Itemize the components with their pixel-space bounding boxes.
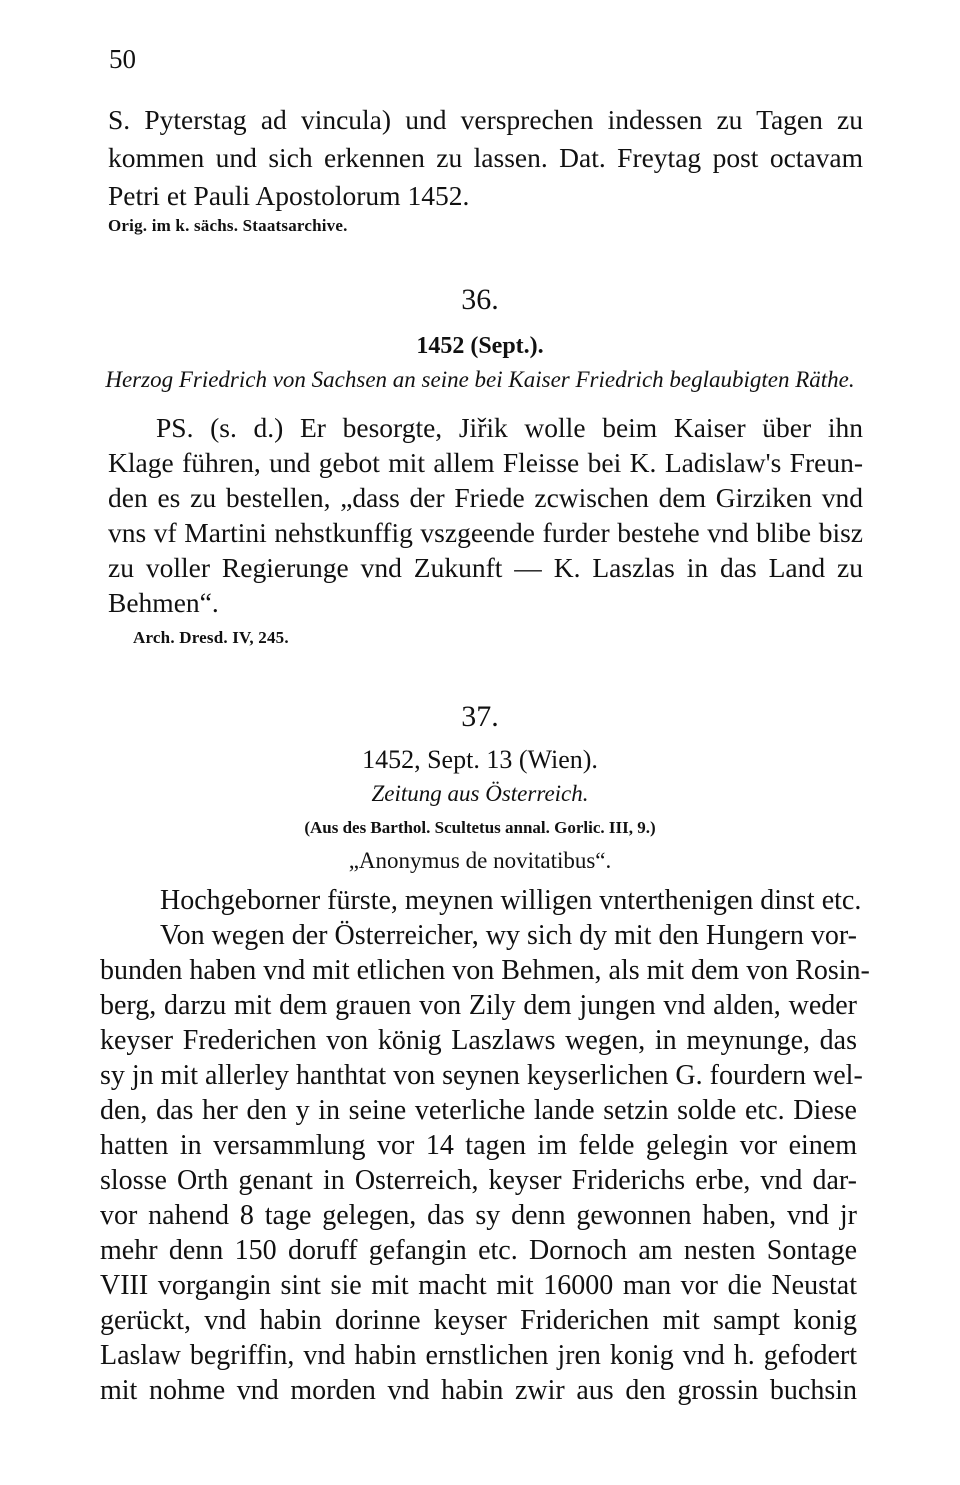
text-line: den, das her den y in seine veterliche lande setzin solde etc. Diese	[100, 1095, 857, 1126]
text-line: hatten in versammlung vor 14 tagen im felde gelegin vor einem	[100, 1130, 857, 1161]
entry-subtitle: „Anonymus de novitatibus“.	[348, 848, 612, 873]
text-line: Von wegen der Österreicher, wy sich dy mit den Hungern vor-	[160, 920, 857, 951]
source-note: Orig. im k. sächs. Staatsarchive.	[108, 216, 348, 235]
entry-title: Herzog Friedrich von Sachsen an seine bei Kaiser Friedrich beglaubigten Räthe.	[105, 367, 855, 392]
page-number: 50	[109, 44, 136, 74]
text-line: slosse Orth genant in Osterreich, keyser Friderichs erbe, vnd dar-	[100, 1165, 857, 1196]
text-line: zu voller Regierunge vnd Zukunft — K. Laszlas in das Land zu	[108, 552, 863, 583]
text-line: vor nahend 8 tage gelegen, das sy denn gewonnen haben, vnd jr	[100, 1200, 857, 1231]
entry-title: Zeitung aus Österreich.	[371, 781, 589, 806]
source-reference: (Aus des Barthol. Scultetus annal. Gorlic. III, 9.)	[304, 818, 656, 837]
entry-date: 1452, Sept. 13 (Wien).	[362, 745, 598, 774]
text-line: mit nohme vnd morden vnd habin zwir aus den grossin buchsin	[100, 1375, 857, 1406]
text-line: VIII vorgangin sint sie mit macht mit 16000 man vor die Neustat	[100, 1270, 857, 1301]
text-line: Behmen“.	[108, 587, 219, 618]
source-note: Arch. Dresd. IV, 245.	[133, 628, 289, 647]
text-line: vns vf Martini nehstkunffig vszgeende furder bestehe vnd blibe bisz	[108, 517, 863, 548]
text-line: sy jn mit allerley hanthtat von seynen keyserlichen G. fourdern wel-	[100, 1060, 863, 1091]
text-line: bunden haben vnd mit etlichen von Behmen, als mit dem von Rosin-	[100, 955, 870, 986]
text-line: PS. (s. d.) Er besorgte, Jiřik wolle beim Kaiser über ihn	[156, 412, 863, 443]
text-line: S. Pyterstag ad vincula) und versprechen indessen zu Tagen zu	[108, 104, 863, 135]
text-line: Laslaw begriffin, vnd habin ernstlichen jren konig vnd h. gefodert	[100, 1340, 857, 1371]
text-line: keyser Frederichen von könig Laszlaws wegen, in meynunge, das	[100, 1025, 857, 1056]
text-line: Klage führen, und gebot mit allem Fleisse bei K. Ladislaw's Freun-	[108, 447, 863, 478]
text-line: gerückt, vnd habin dorinne keyser Friderichen mit sampt konig	[100, 1305, 857, 1336]
text-line: kommen und sich erkennen zu lassen. Dat. Freytag post octavam	[108, 142, 863, 173]
entry-number: 37.	[461, 700, 499, 733]
text-line: berg, darzu mit dem grauen von Zily dem jungen vnd alden, weder	[100, 990, 857, 1021]
text-line: Petri et Pauli Apostolorum 1452.	[108, 180, 470, 211]
entry-number: 36.	[461, 283, 499, 316]
text-line: mehr denn 150 doruff gefangin etc. Dornoch am nesten Sontage	[100, 1235, 857, 1266]
text-line: den es zu bestellen, „dass der Friede zcwischen dem Girziken vnd	[108, 482, 863, 513]
text-line: Hochgeborner fürste, meynen willigen vnterthenigen dinst etc.	[160, 885, 862, 916]
entry-date: 1452 (Sept.).	[416, 333, 544, 359]
